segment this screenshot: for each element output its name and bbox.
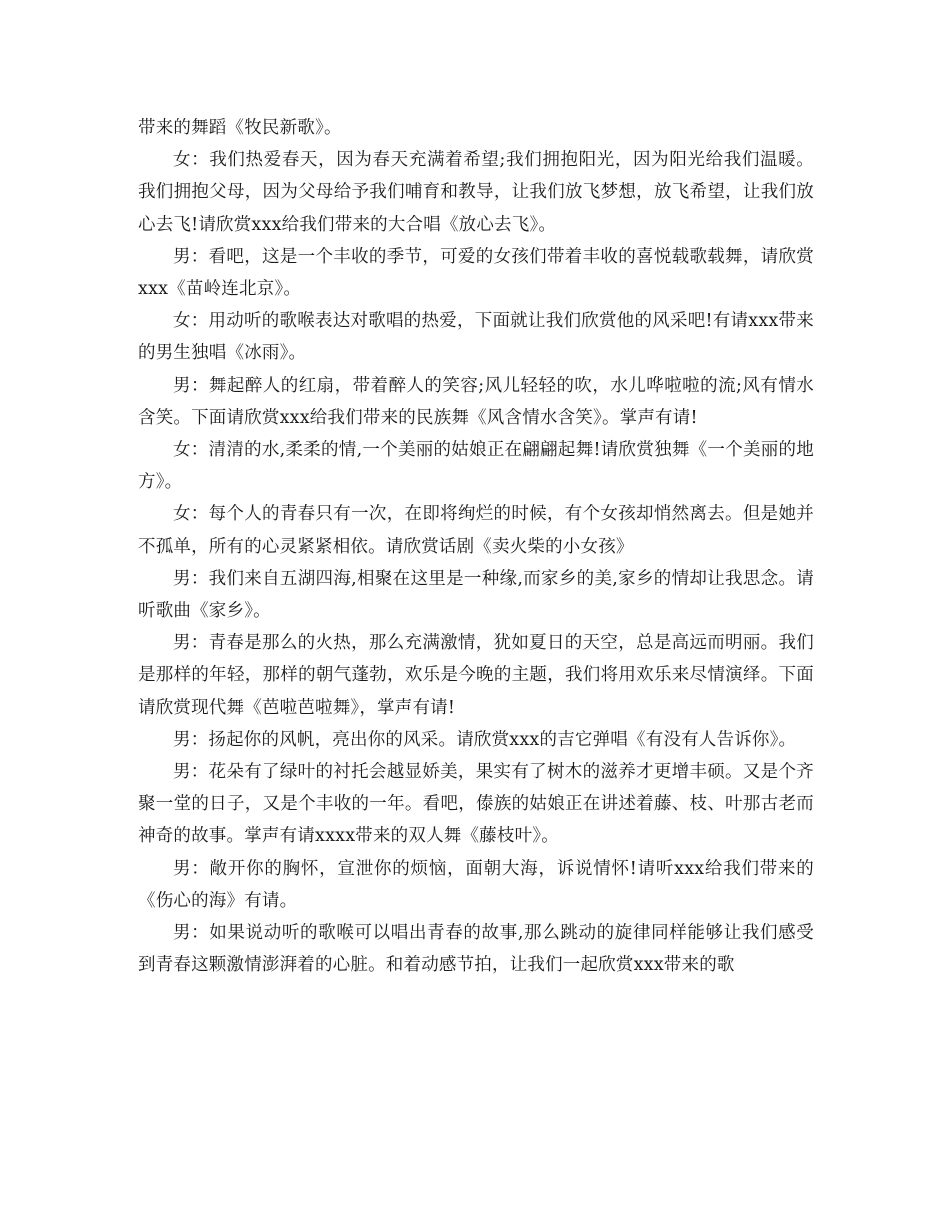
paragraph: 男：我们来自五湖四海,相聚在这里是一种缘,而家乡的美,家乡的情却让我思念。请听歌曲《家乡》。 [138, 568, 814, 622]
paragraph: 男：敞开你的胸怀，宣泄你的烦恼，面朝大海，诉说情怀!请听xxx给我们带来的《伤心的海》有请。 [138, 858, 814, 911]
paragraph: 男：扬起你的风帆，亮出你的风采。请欣赏xxx的吉它弹唱《有没有人告诉你》。 [173, 729, 797, 750]
paragraph: 女：用动听的歌喉表达对歌唱的热爱，下面就让我们欣赏他的风采吧!有请xxx带来的男生独唱《冰雨》。 [138, 311, 814, 364]
paragraph: 男：看吧，这是一个丰收的季节，可爱的女孩们带着丰收的喜悦载歌载舞，请欣赏xxx《苗岭连北京》。 [138, 246, 814, 300]
paragraph: 男：舞起醉人的红扇，带着醉人的笑容;风儿轻轻的吹，水儿哗啦啦的流;风有情水含笑。下面请欣赏xxx给我们带来的民族舞《风含情水含笑》。掌声有请! [138, 375, 814, 428]
paragraph: 男：花朵有了绿叶的衬托会越显娇美，果实有了树木的滋养才更增丰硕。又是个齐聚一堂的日子，又是个丰收的一年。看吧，傣族的姑娘正在讲述着藤、枝、叶那古老而神奇的故事。掌声有请xxxx带来的双人舞《藤枝叶》。 [138, 762, 814, 847]
document-body [138, 112, 814, 981]
paragraph: 男：青春是那么的火热，那么充满激情，犹如夏日的天空，总是高远而明丽。我们是那样的年轻，那样的朝气蓬勃，欢乐是今晚的主题，我们将用欢乐来尽情演绎。下面请欣赏现代舞《芭啦芭啦舞》，掌声有请! [138, 633, 814, 718]
paragraph: 女：我们热爱春天，因为春天充满着希望;我们拥抱阳光，因为阳光给我们温暖。我们拥抱父母，因为父母给予我们哺育和教导，让我们放飞梦想，放飞希望，让我们放心去飞!请欣赏xxx给我们带来的大合唱《放心去飞》。 [138, 150, 814, 235]
paragraph: 男：如果说动听的歌喉可以唱出青春的故事,那么跳动的旋律同样能够让我们感受到青春这颗激情澎湃着的心脏。和着动感节拍，让我们一起欣赏xxx带来的歌 [138, 923, 814, 976]
paragraph: 带来的舞蹈《牧民新歌》。 [138, 118, 342, 138]
paragraph: 女：清清的水,柔柔的情,一个美丽的姑娘正在翩翩起舞!请欣赏独舞《一个美丽的地方》。 [138, 440, 814, 493]
paragraph: 女：每个人的青春只有一次，在即将绚烂的时候，有个女孩却悄然离去。但是她并不孤单，所有的心灵紧紧相依。请欣赏话剧《卖火柴的小女孩》 [138, 504, 814, 557]
